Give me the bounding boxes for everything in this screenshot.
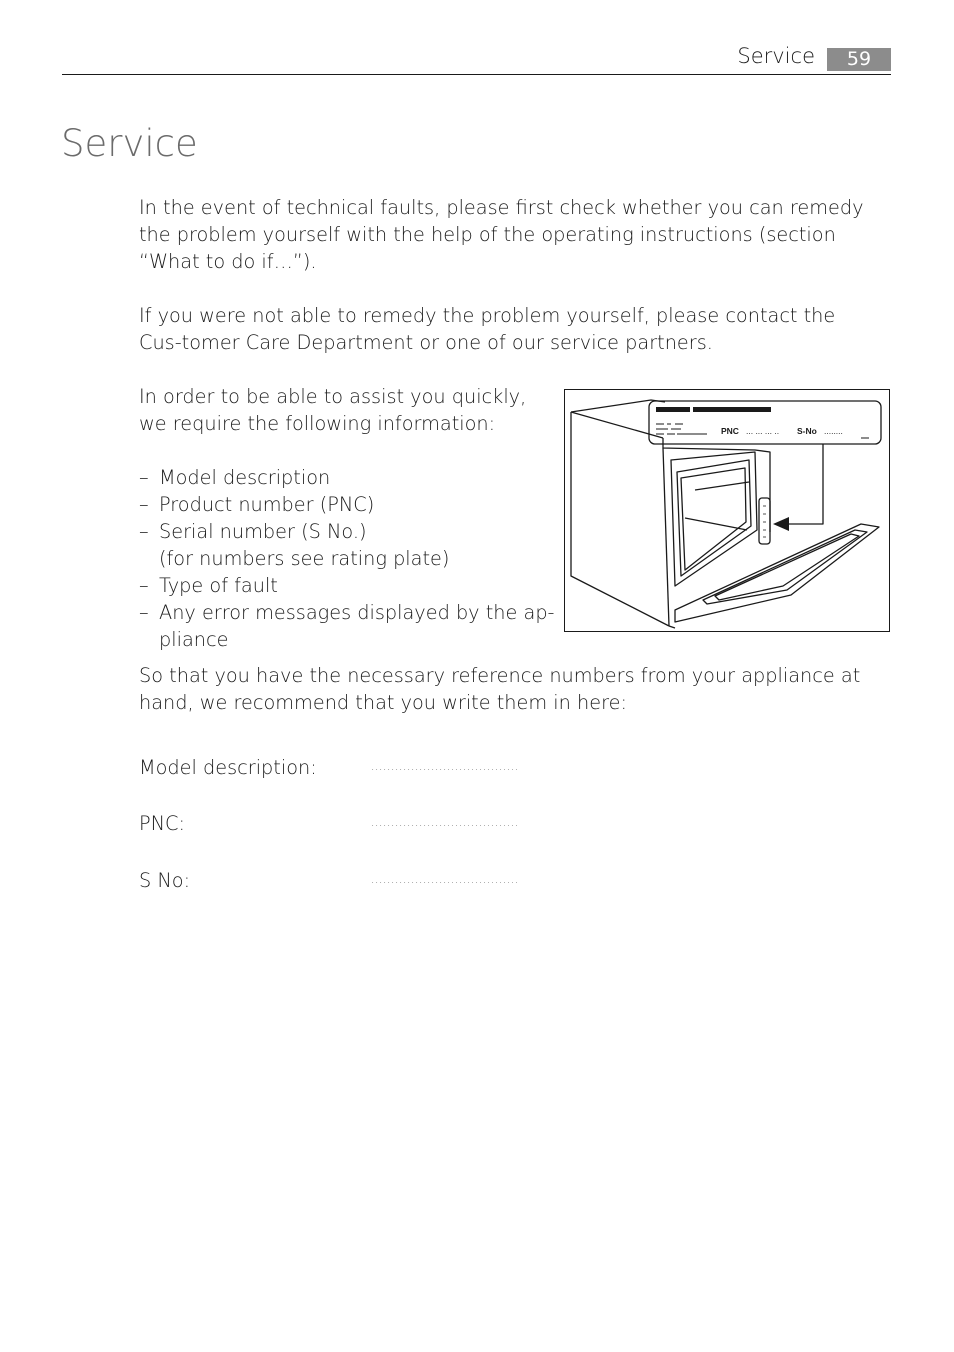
contact-paragraph: If you were not able to remedy the problem yourself, please contact the Cus-tomer Care Department or one of our service partners. — [139, 304, 836, 354]
plate-sno-label: S-No — [797, 426, 817, 436]
sno-blank: ..................................... — [371, 873, 519, 886]
required-info-paragraph: In order to be able to assist you quickly, we require the following information: — [139, 385, 527, 435]
list-item: – Serial number (S No.) — [139, 518, 559, 545]
header-section-title: Service — [737, 44, 815, 68]
plate-sno-dots: ........ — [824, 426, 843, 436]
form-row-sno — [139, 869, 559, 899]
page-title: Service — [61, 122, 198, 165]
model-label: Model description: — [139, 756, 317, 779]
rating-plate-figure — [564, 389, 890, 632]
plate-pnc-dots: ... ... ... .. — [746, 426, 780, 436]
required-info-list — [139, 464, 559, 653]
list-item-note: (for numbers see rating plate) — [159, 547, 450, 570]
pnc-label: PNC: — [139, 812, 186, 835]
header-rule — [62, 74, 891, 75]
model-blank: ..................................... — [371, 760, 519, 773]
list-item: – Type of fault — [139, 572, 559, 599]
page-number: 59 — [827, 48, 891, 71]
list-item: – Product number (PNC) — [139, 491, 559, 518]
plate-pnc-label: PNC — [721, 426, 739, 436]
oven-illustration — [565, 390, 889, 631]
intro-paragraph: In the event of technical faults, please first check whether you can remedy the problem yourself with the help of the operating instructions (section “What to do if…”). — [139, 196, 864, 273]
form-row-model — [139, 756, 559, 786]
reference-paragraph: So that you have the necessary reference numbers from your appliance at hand, we recommend that you write them in here: — [139, 664, 861, 714]
list-item: – Model description — [139, 464, 559, 491]
form-row-pnc — [139, 812, 559, 842]
list-item: – Any error messages displayed by the ap-pliance — [139, 599, 559, 653]
sno-label: S No: — [139, 869, 191, 892]
pnc-blank: ..................................... — [371, 816, 519, 829]
arrow-icon — [773, 517, 789, 531]
